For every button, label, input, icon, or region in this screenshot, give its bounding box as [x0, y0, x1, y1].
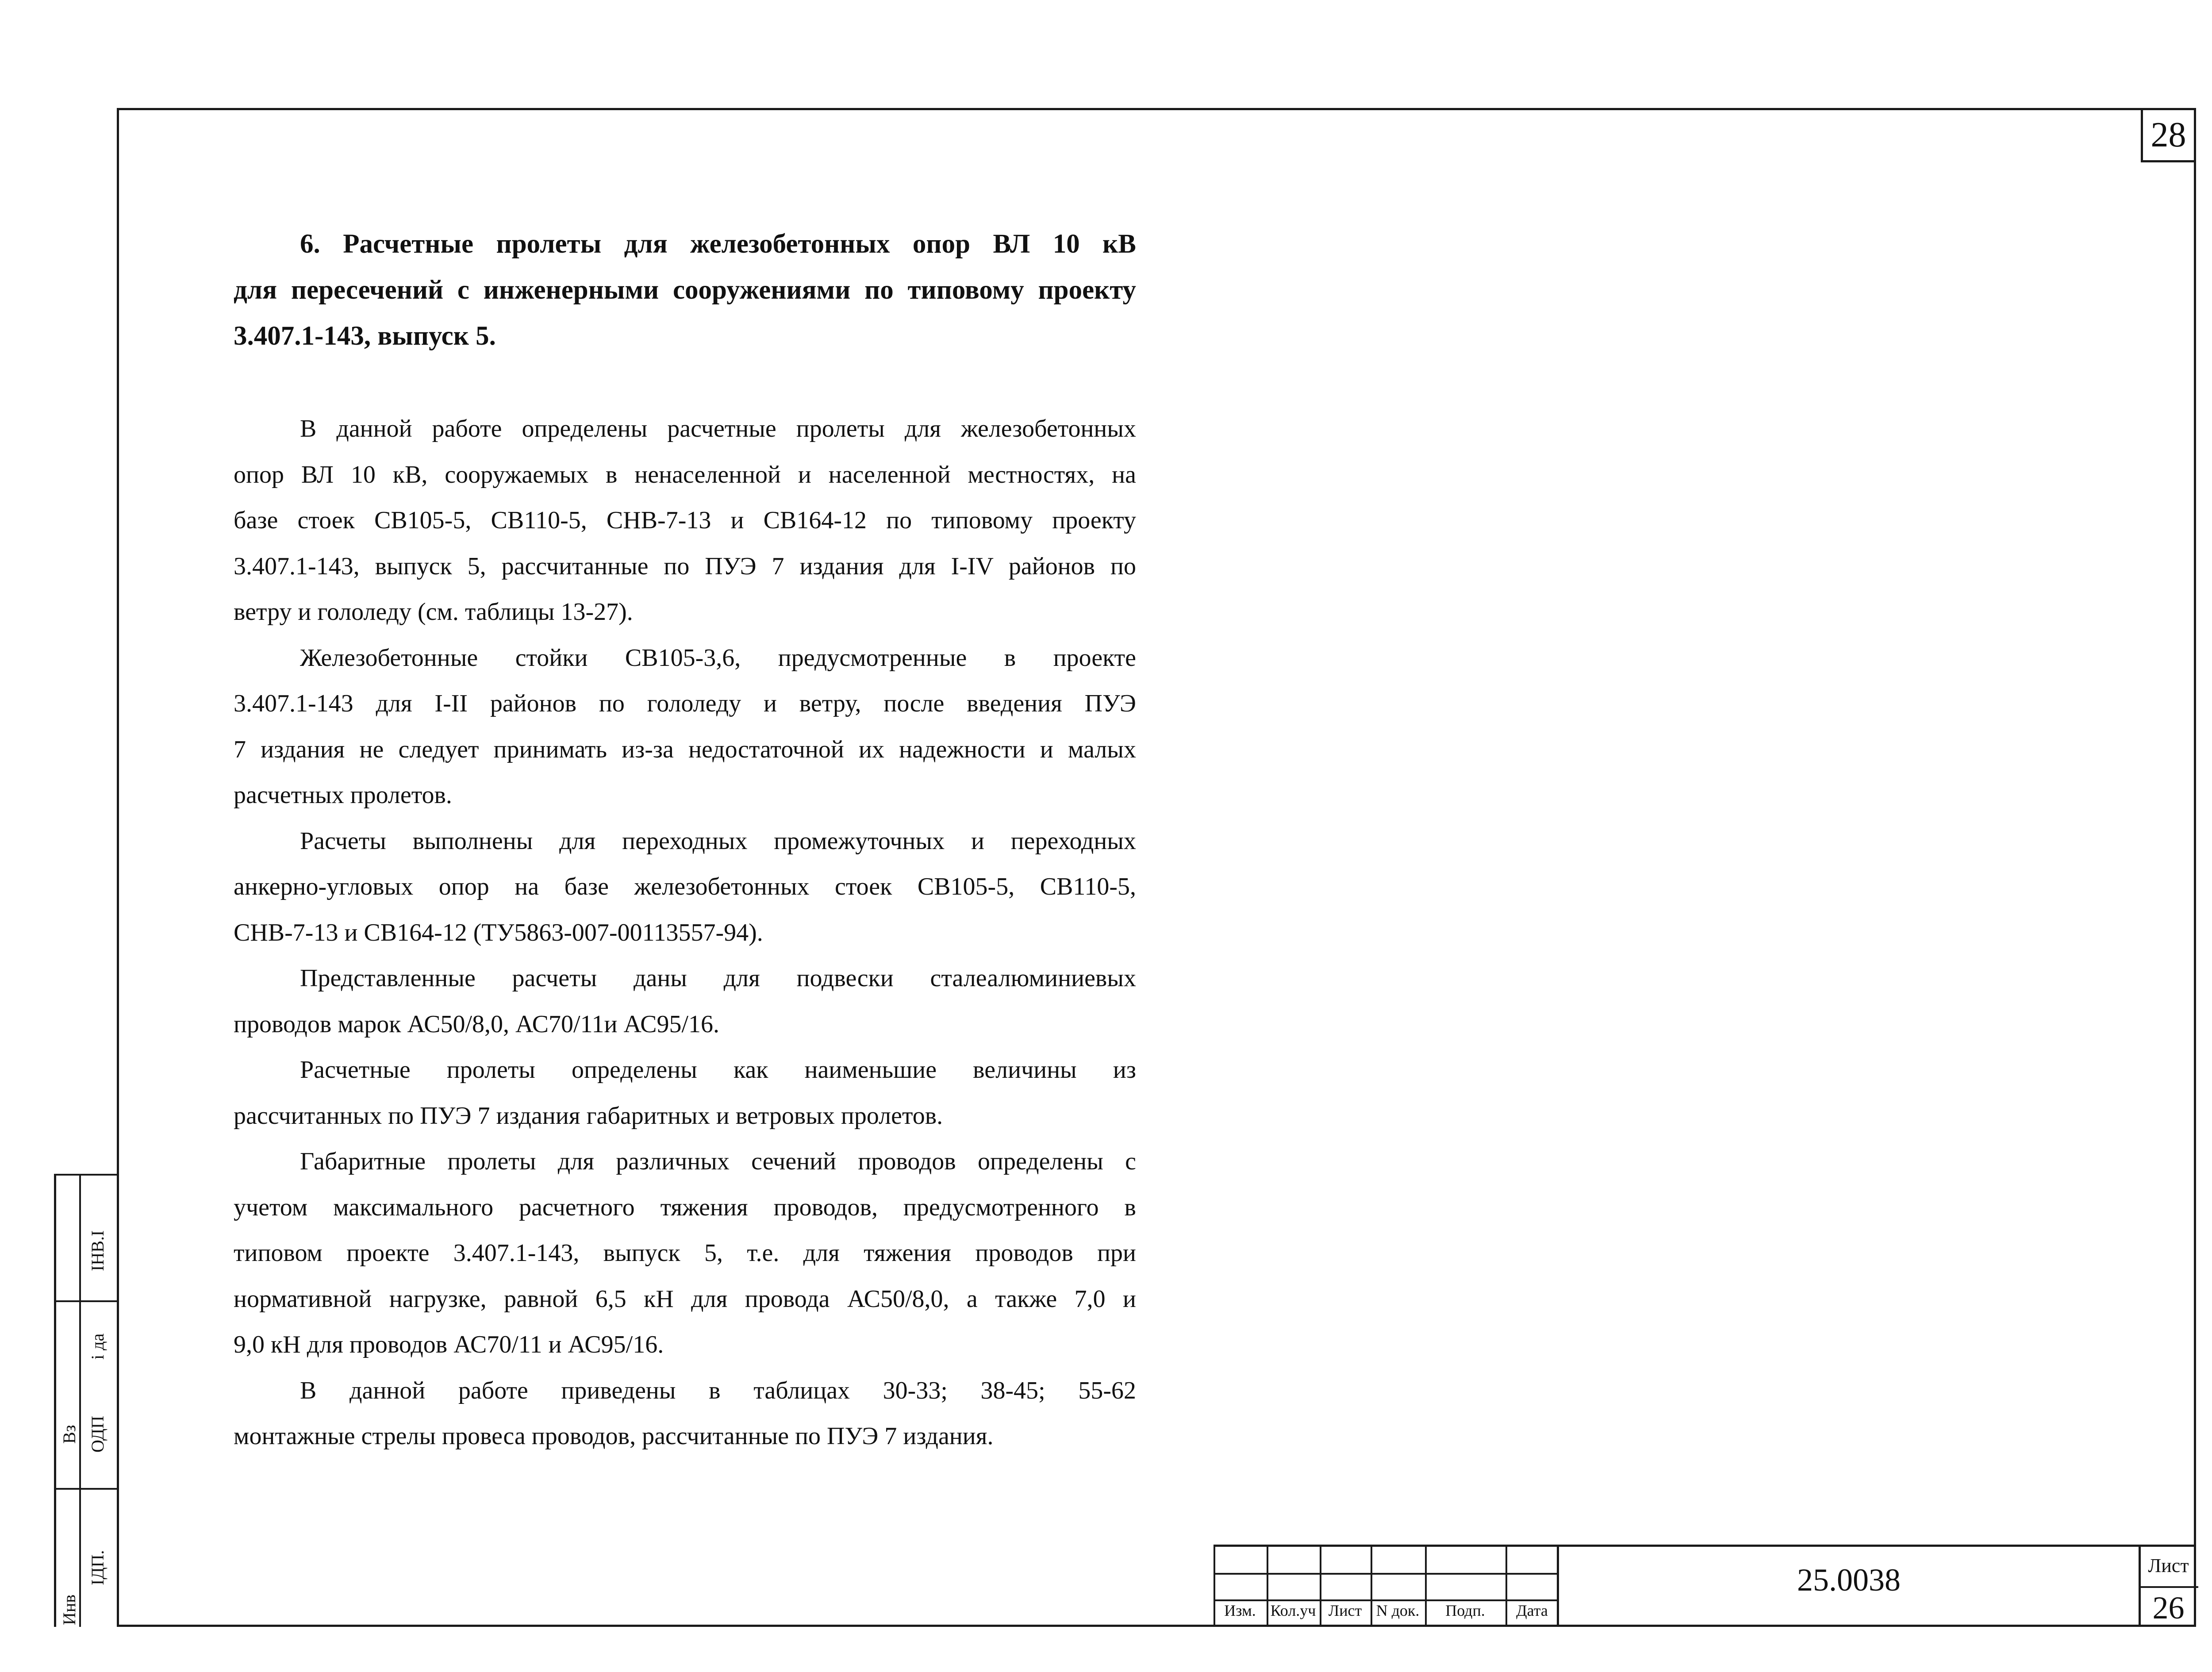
stamp-label: і да	[88, 1333, 108, 1360]
paragraph	[234, 635, 1136, 819]
text-line: проводов марок АС50/8,0, АС70/11и АС95/16.	[234, 1010, 720, 1038]
column-header: Изм.	[1224, 1602, 1256, 1619]
sheet-number: 26	[2152, 1590, 2185, 1626]
stamp-divider	[56, 1300, 119, 1302]
text-line: 3.407.1-143, выпуск 5, рассчитанные по ПУЭ 7 издания для I-IV районов по	[234, 552, 1136, 580]
stamp-label: ОДП	[88, 1415, 108, 1453]
stamp-label: ІНВ.І	[88, 1230, 108, 1271]
text-line: Представленные расчеты даны для подвески сталеалюминиевых	[300, 965, 1136, 992]
column-header: Кол.уч	[1270, 1602, 1316, 1619]
column-header: Подп.	[1445, 1602, 1485, 1619]
heading-line: для пересечений с инженерными сооружениями по типовому проекту	[234, 275, 1136, 305]
text-line: рассчитанных по ПУЭ 7 издания габаритных и ветровых пролетов.	[234, 1102, 943, 1130]
text-line: Железобетонные стойки СВ105-3,6, предусмотренные в проекте	[300, 644, 1136, 672]
text-line: расчетных пролетов.	[234, 781, 452, 809]
stamp-label: ІДП.	[88, 1550, 108, 1585]
text-line: 3.407.1-143 для I-II районов по гололеду и ветру, после введения ПУЭ	[234, 690, 1136, 717]
section-heading	[234, 221, 1136, 359]
paragraph	[234, 956, 1136, 1047]
column-header: Дата	[1516, 1602, 1548, 1619]
paragraph	[234, 1047, 1136, 1139]
text-line: СНВ-7-13 и СВ164-12 (ТУ5863-007-00113557-94).	[234, 919, 763, 946]
text-line: нормативной нагрузке, равной 6,5 кН для провода АС50/8,0, а также 7,0 и	[234, 1285, 1136, 1313]
text-line: базе стоек СВ105-5, СВ110-5, СНВ-7-13 и СВ164-12 по типовому проекту	[234, 507, 1136, 534]
text-line: В данной работе приведены в таблицах 30-33; 38-45; 55-62	[300, 1376, 1136, 1404]
paragraph	[234, 1139, 1136, 1368]
text-line: ветру и гололеду (см. таблицы 13-27).	[234, 598, 633, 626]
text-line: опор ВЛ 10 кВ, сооружаемых в ненаселенной и населенной местностях, на	[234, 461, 1136, 488]
stamp-label: Вз	[59, 1425, 79, 1444]
text-line: Габаритные пролеты для различных сечений проводов определены с	[300, 1148, 1136, 1175]
text-line: 9,0 кН для проводов АС70/11 и АС95/16.	[234, 1331, 664, 1358]
text-line: Расчетные пролеты определены как наименьшие величины из	[300, 1056, 1136, 1084]
side-approval-stamp	[54, 1174, 117, 1627]
sheet-cell	[2139, 1546, 2196, 1627]
paragraph	[234, 819, 1136, 956]
text-line: 7 издания не следует принимать из-за недостаточной их надежности и малых	[234, 735, 1136, 763]
heading-line: 6. Расчетные пролеты для железобетонных опор ВЛ 10 кВ	[300, 229, 1136, 259]
column-header: Лист	[1328, 1602, 1362, 1619]
paragraph	[234, 406, 1136, 635]
stamp-label: Инв	[59, 1594, 79, 1625]
sheet-label: Лист	[2148, 1555, 2189, 1576]
text-line: учетом максимального расчетного тяжения проводов, предусмотренного в	[234, 1193, 1136, 1221]
sheet-cell-rule	[2141, 1586, 2198, 1588]
stamp-divider	[56, 1174, 119, 1176]
stamp-divider	[56, 1488, 119, 1490]
column-header: N док.	[1376, 1602, 1420, 1619]
revision-table	[1214, 1546, 1559, 1627]
paragraph	[234, 1368, 1136, 1460]
body-text	[234, 406, 1136, 1460]
text-line: монтажные стрелы провеса проводов, рассчитанные по ПУЭ 7 издания.	[234, 1422, 994, 1450]
page-number: 28	[2141, 108, 2196, 162]
text-line: В данной работе определены расчетные пролеты для железобетонных	[300, 415, 1136, 442]
heading-line: 3.407.1-143, выпуск 5.	[234, 321, 496, 351]
text-line: анкерно-угловых опор на базе железобетонных стоек СВ105-5, СВ110-5,	[234, 873, 1136, 900]
document-code: 25.0038	[1797, 1562, 1901, 1598]
text-line: типовом проекте 3.407.1-143, выпуск 5, т.е. для тяжения проводов при	[234, 1239, 1136, 1267]
text-line: Расчеты выполнены для переходных промежуточных и переходных	[300, 827, 1136, 855]
stamp-divider	[79, 1174, 81, 1627]
